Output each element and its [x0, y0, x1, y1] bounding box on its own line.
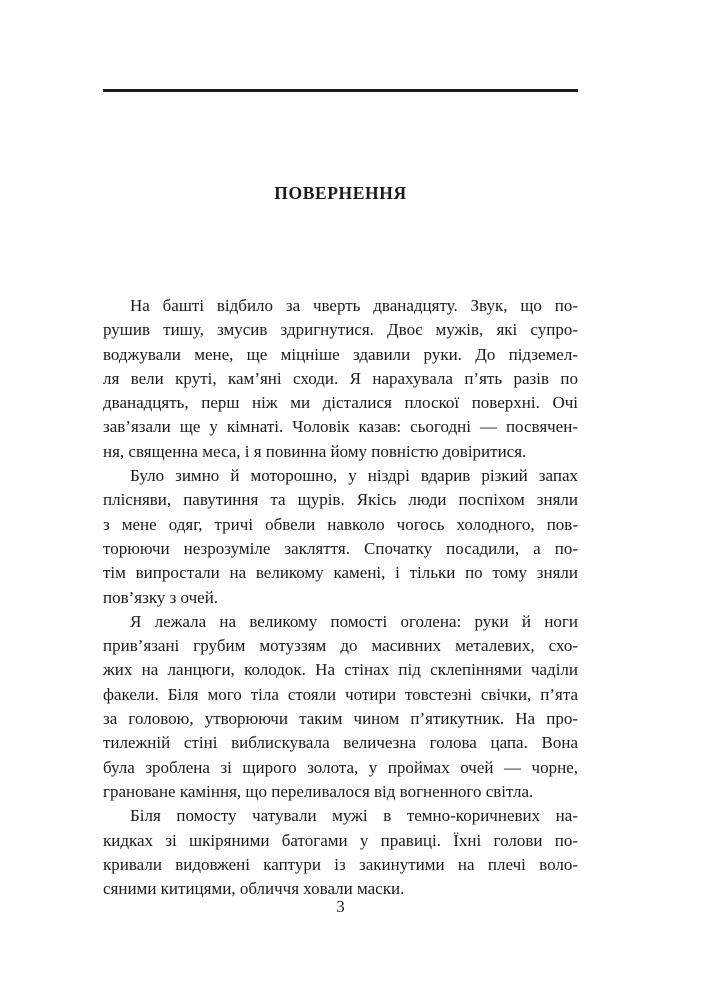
text-line: Було зимно й моторошно, у ніздрі вдарив різкий запах: [130, 466, 578, 486]
text-line: воджували мене, ще міцніше здавили руки. До підземел-: [103, 344, 578, 364]
chapter-body: [103, 294, 578, 901]
text-line: тилежній стіні виблискувала величезна голова цапа. Вона: [103, 733, 578, 753]
text-line: пов’язку з очей.: [103, 587, 219, 607]
paragraph-3: [103, 610, 578, 804]
chapter-title: ПОВЕРНЕННЯ: [274, 183, 407, 203]
text-line: Я лежала на великому помості оголена: руки й ноги: [130, 611, 578, 631]
text-line: грановане каміння, що переливалося від вогненного світла.: [103, 781, 534, 801]
text-line: тім випростали на великому камені, і тільки по тому зняли: [103, 563, 578, 583]
text-line: дванадцять, перш ніж ми дісталися плоскої поверхні. Очі: [103, 393, 578, 413]
paragraph-2: [103, 464, 578, 610]
text-line: факели. Біля мого тіла стояли чотири товстезні свічки, п’ята: [103, 684, 578, 704]
text-line: сяними китицями, обличчя ховали маски.: [103, 879, 405, 899]
text-line: з мене одяг, тричі обвели навколо чогось холодного, пов-: [103, 514, 578, 534]
paragraph-4: [103, 804, 578, 901]
text-line: На башті відбило за чверть дванадцяту. Звук, що по-: [130, 296, 578, 315]
text-line: була зроблена зі щирого золота, у проймах очей — чорне,: [103, 757, 578, 777]
header-rule: [103, 89, 578, 92]
text-line: за головою, утворюючи таким чином п’ятикутник. На про-: [103, 709, 578, 729]
text-line: жих на ланцюги, колодок. На стінах під склепіннями чаділи: [103, 660, 578, 680]
text-line: ня, священна меса, і я повинна йому повністю довіритися.: [103, 441, 527, 461]
text-line: зав’язали ще у кімнаті. Чоловік казав: сьогодні — посвячен-: [103, 417, 578, 437]
text-line: прив’язані грубим мотуззям до масивних металевих, схо-: [103, 636, 578, 656]
page-number: 3: [336, 897, 345, 916]
text-line: кривали видовжені каптури із закинутими на плечі воло-: [103, 854, 578, 874]
text-line: Біля помосту чатували мужі в темно-коричневих на-: [130, 806, 578, 826]
text-line: ля вели круті, кам’яні сходи. Я нарахувала п’ять разів по: [103, 368, 578, 388]
text-line: кидках зі шкіряними батогами у правиці. Їхні голови по-: [103, 830, 578, 850]
paragraph-1: [103, 294, 578, 464]
text-line: торюючи незрозуміле закляття. Спочатку посадили, а по-: [103, 538, 578, 558]
text-line: плісняви, павутиння та щурів. Якісь люди поспіхом зняли: [103, 490, 578, 510]
text-line: рушив тишу, змусив здригнутися. Двоє мужів, які супро-: [103, 320, 578, 340]
